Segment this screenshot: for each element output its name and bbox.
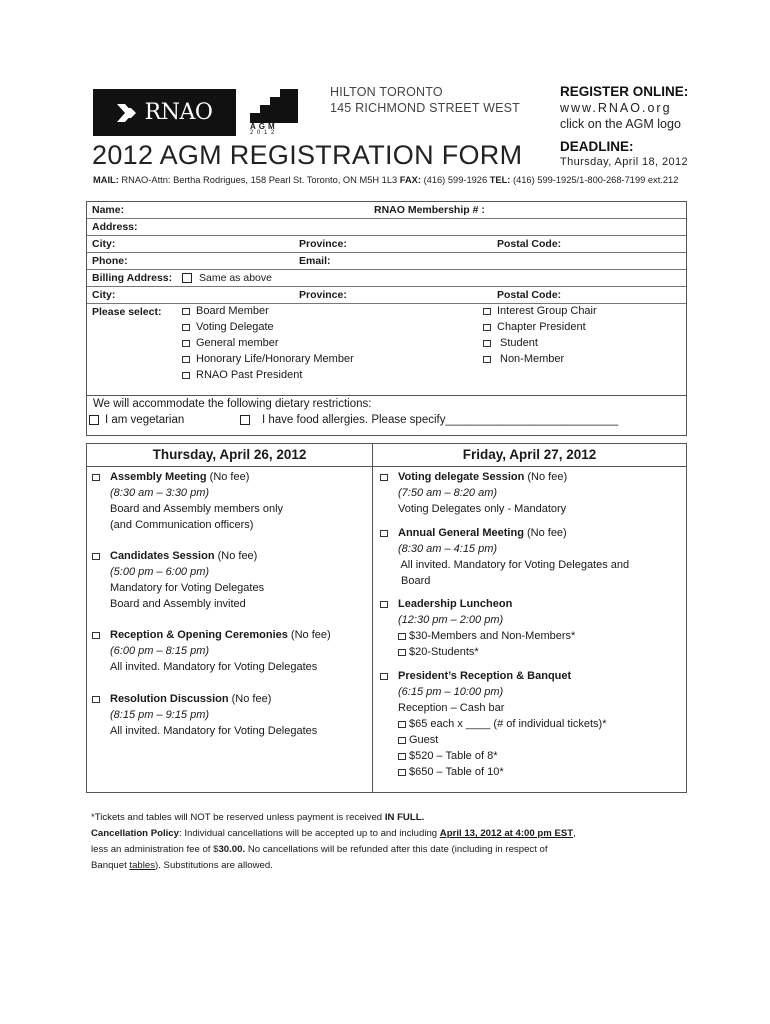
- city-2-label: City:: [92, 289, 116, 301]
- registration-form: [86, 201, 687, 396]
- event-annual-general-meeting[interactable]: [398, 525, 629, 589]
- rnao-logo-text: RNAO: [144, 100, 213, 125]
- option-general-member[interactable]: [182, 335, 354, 351]
- venue-line-2: 145 RICHMOND STREET WEST: [330, 101, 521, 115]
- register-title: REGISTER ONLINE:: [560, 84, 689, 99]
- event-note: Board: [398, 575, 431, 587]
- agm-logo-text: AGM: [250, 122, 278, 131]
- event-checkbox[interactable]: [380, 673, 388, 680]
- ticket-option[interactable]: [398, 644, 575, 660]
- event-reception-opening[interactable]: [110, 627, 331, 675]
- event-note: (and Communication officers): [110, 519, 254, 531]
- venue: [330, 84, 520, 116]
- option-board-member[interactable]: [182, 303, 354, 319]
- deadline-date: Thursday, April 18, 2012: [560, 156, 689, 168]
- ticket-checkbox[interactable]: [398, 633, 406, 640]
- same-as-above-checkbox[interactable]: [182, 273, 192, 283]
- allergies-option[interactable]: [240, 414, 618, 426]
- event-fee: (No fee): [524, 471, 568, 483]
- option-checkbox[interactable]: [182, 324, 190, 331]
- policy-end: ,: [573, 828, 576, 839]
- event-note: Board and Assembly invited: [110, 598, 246, 610]
- event-note: Board and Assembly members only: [110, 503, 284, 515]
- ticket-label: $30-Members and Non-Members*: [409, 630, 576, 642]
- option-chapter-president[interactable]: [483, 319, 597, 335]
- policy-text: : Individual cancellations will be accepted up to and including: [178, 828, 440, 839]
- ticket-checkbox[interactable]: [398, 769, 406, 776]
- province-label: Province:: [299, 238, 347, 250]
- footer-notes: [91, 810, 691, 874]
- option-checkbox[interactable]: [182, 340, 190, 347]
- rnao-logo: [93, 89, 236, 136]
- event-note: Reception – Cash bar: [398, 702, 505, 714]
- ticket-checkbox[interactable]: [398, 737, 406, 744]
- allergies-checkbox[interactable]: [240, 415, 250, 425]
- row-name[interactable]: [87, 202, 686, 219]
- arrow-logo-icon: [117, 104, 139, 122]
- schedule-table: [86, 443, 687, 793]
- dietary-intro: We will accommodate the following dietary restrictions:: [93, 398, 372, 410]
- event-leadership-luncheon[interactable]: [398, 596, 575, 660]
- event-time: (8:30 am – 3:30 pm): [110, 487, 210, 499]
- option-label: General member: [196, 337, 279, 349]
- thursday-heading: Thursday, April 26, 2012: [87, 444, 372, 467]
- in-full-note: IN FULL.: [384, 812, 425, 823]
- agm-logo[interactable]: [250, 89, 298, 137]
- ticket-label: $65 each x ____ (# of individual tickets)*: [409, 718, 607, 730]
- mail-value: RNAO-Attn: Bertha Rodrigues, 158 Pearl St. Toronto, ON M5H 1L3: [121, 175, 398, 185]
- event-note: All invited. Mandatory for Voting Delegates: [110, 661, 318, 673]
- option-checkbox[interactable]: [182, 372, 190, 379]
- event-fee: (No fee): [287, 629, 331, 641]
- event-checkbox[interactable]: [380, 530, 388, 537]
- event-fee: (No fee): [523, 527, 567, 539]
- ticket-checkbox[interactable]: [398, 753, 406, 760]
- ticket-checkbox[interactable]: [398, 721, 406, 728]
- vegetarian-option[interactable]: [89, 414, 184, 426]
- event-note: All invited. Mandatory for Voting Delegates and: [398, 559, 630, 571]
- banquet-text: Banquet: [91, 860, 130, 871]
- province-2-label: Province:: [299, 289, 347, 301]
- event-time: (7:50 am – 8:20 am): [398, 487, 498, 499]
- option-label: Chapter President: [497, 321, 586, 333]
- option-checkbox[interactable]: [483, 308, 491, 315]
- event-title: Voting delegate Session: [398, 471, 525, 483]
- event-title: Resolution Discussion: [110, 693, 229, 705]
- event-checkbox[interactable]: [380, 474, 388, 481]
- membership-label: RNAO Membership # :: [374, 204, 485, 216]
- agm-logo-year: 2 0 1 2: [250, 130, 276, 136]
- row-billing[interactable]: [87, 270, 686, 287]
- option-checkbox[interactable]: [182, 356, 190, 363]
- ticket-option[interactable]: [398, 628, 575, 644]
- fax-value: (416) 599-1926: [423, 175, 488, 185]
- phone-label: Phone:: [92, 255, 128, 267]
- postal-code-2-label: Postal Code:: [497, 289, 562, 301]
- footer-line-3: [91, 842, 691, 858]
- event-note: Mandatory for Voting Delegates: [110, 582, 265, 594]
- event-candidates-session[interactable]: [110, 548, 264, 612]
- event-fee: (No fee): [214, 550, 258, 562]
- option-checkbox[interactable]: [182, 308, 190, 315]
- dietary-section: [86, 396, 687, 436]
- option-checkbox[interactable]: [483, 356, 491, 363]
- option-checkbox[interactable]: [483, 324, 491, 331]
- option-label: Student: [500, 337, 538, 349]
- option-label: Non-Member: [500, 353, 565, 365]
- name-label: Name:: [92, 204, 125, 216]
- option-past-president[interactable]: [182, 367, 354, 383]
- event-title: Reception & Opening Ceremonies: [110, 629, 288, 641]
- venue-line-1: HILTON TORONTO: [330, 85, 443, 99]
- option-non-member[interactable]: [483, 351, 597, 367]
- event-title: Assembly Meeting: [110, 471, 207, 483]
- ticket-option[interactable]: [398, 748, 607, 764]
- page-title: 2012 AGM REGISTRATION FORM: [92, 140, 523, 170]
- ticket-checkbox[interactable]: [398, 649, 406, 656]
- event-time: (12:30 pm – 2:00 pm): [398, 614, 504, 626]
- member-options-right: [483, 303, 597, 367]
- option-honorary-member[interactable]: [182, 351, 354, 367]
- event-presidents-reception[interactable]: [398, 668, 607, 780]
- register-hint: click on the AGM logo: [560, 117, 681, 131]
- option-label: Interest Group Chair: [497, 305, 597, 317]
- please-select-label: Please select:: [92, 306, 162, 318]
- event-checkbox[interactable]: [92, 696, 100, 703]
- row-address[interactable]: [87, 219, 686, 236]
- city-label: City:: [92, 238, 116, 250]
- event-time: (8:30 am – 4:15 pm): [398, 543, 498, 555]
- billing-label: Billing Address:: [92, 272, 173, 284]
- member-options-left: [182, 303, 354, 383]
- ticket-label: $650 – Table of 10*: [409, 766, 504, 778]
- event-checkbox[interactable]: [92, 632, 100, 639]
- row-city-2[interactable]: [87, 287, 686, 304]
- same-as-above-label: Same as above: [199, 272, 272, 284]
- register-url-link[interactable]: www.RNAO.org: [560, 101, 672, 115]
- option-checkbox[interactable]: [483, 340, 491, 347]
- substitutions-text: ). Substitutions are allowed.: [155, 860, 273, 871]
- event-note: Voting Delegates only - Mandatory: [398, 503, 567, 515]
- event-title: President’s Reception & Banquet: [398, 670, 572, 682]
- event-title: Candidates Session: [110, 550, 215, 562]
- tables-text: tables: [129, 860, 156, 871]
- event-checkbox[interactable]: [92, 474, 100, 481]
- vegetarian-label: I am vegetarian: [105, 414, 185, 426]
- tel-label: TEL:: [489, 175, 511, 185]
- tickets-note: *Tickets and tables will NOT be reserved unless payment is received: [91, 812, 385, 823]
- column-divider: [372, 444, 373, 792]
- event-time: (6:15 pm – 10:00 pm): [398, 686, 504, 698]
- event-title: Annual General Meeting: [398, 527, 524, 539]
- event-checkbox[interactable]: [380, 601, 388, 608]
- event-fee: (No fee): [206, 471, 250, 483]
- agm-stairs-icon: [250, 89, 298, 123]
- tel-value: (416) 599-1925/1-800-268-7199 ext.212: [512, 175, 679, 185]
- ticket-label: $20-Students*: [409, 646, 479, 658]
- allergies-label: I have food allergies. Please specify___________________________: [262, 414, 619, 426]
- option-label: Board Member: [196, 305, 269, 317]
- event-resolution-discussion[interactable]: [110, 691, 317, 739]
- ticket-label: Guest: [409, 734, 439, 746]
- ticket-option[interactable]: [398, 716, 607, 732]
- option-label: Voting Delegate: [196, 321, 274, 333]
- option-student[interactable]: [483, 335, 597, 351]
- email-label: Email:: [299, 255, 331, 267]
- postal-code-label: Postal Code:: [497, 238, 562, 250]
- event-checkbox[interactable]: [92, 553, 100, 560]
- row-phone[interactable]: [87, 253, 686, 270]
- footer-line-4: [91, 858, 691, 874]
- address-label: Address:: [92, 221, 138, 233]
- event-voting-delegate-session[interactable]: [398, 469, 567, 517]
- event-time: (5:00 pm – 6:00 pm): [110, 566, 210, 578]
- option-label: Honorary Life/Honorary Member: [196, 353, 354, 365]
- event-assembly-meeting[interactable]: [110, 469, 283, 533]
- row-city[interactable]: [87, 236, 686, 253]
- event-fee: (No fee): [228, 693, 272, 705]
- contact-line: [93, 175, 678, 185]
- event-time: (6:00 pm – 8:15 pm): [110, 645, 210, 657]
- footer-line-1: [91, 810, 691, 826]
- mail-label: MAIL:: [93, 175, 119, 185]
- ticket-label: $520 – Table of 8*: [409, 750, 498, 762]
- admin-fee: 30.00.: [218, 844, 246, 855]
- footer-line-2: [91, 826, 691, 842]
- fax-label: FAX:: [399, 175, 421, 185]
- event-note: All invited. Mandatory for Voting Delegates: [110, 725, 318, 737]
- refund-text: No cancellations will be refunded after this date (including in respect of: [245, 844, 548, 855]
- admin-fee-text: less an administration fee of $: [91, 844, 219, 855]
- friday-heading: Friday, April 27, 2012: [373, 444, 686, 467]
- policy-date: April 13, 2012 at 4:00 pm EST: [439, 828, 574, 839]
- vegetarian-checkbox[interactable]: [89, 415, 99, 425]
- event-time: (8:15 pm – 9:15 pm): [110, 709, 210, 721]
- event-title: Leadership Luncheon: [398, 598, 513, 610]
- option-label: RNAO Past President: [196, 369, 303, 381]
- policy-label: Cancellation Policy: [91, 828, 179, 839]
- ticket-option[interactable]: [398, 732, 607, 748]
- option-interest-group-chair[interactable]: [483, 303, 597, 319]
- register-online: [560, 84, 688, 132]
- option-voting-delegate[interactable]: [182, 319, 354, 335]
- deadline: [560, 139, 688, 169]
- deadline-title: DEADLINE:: [560, 139, 634, 154]
- ticket-option[interactable]: [398, 764, 607, 780]
